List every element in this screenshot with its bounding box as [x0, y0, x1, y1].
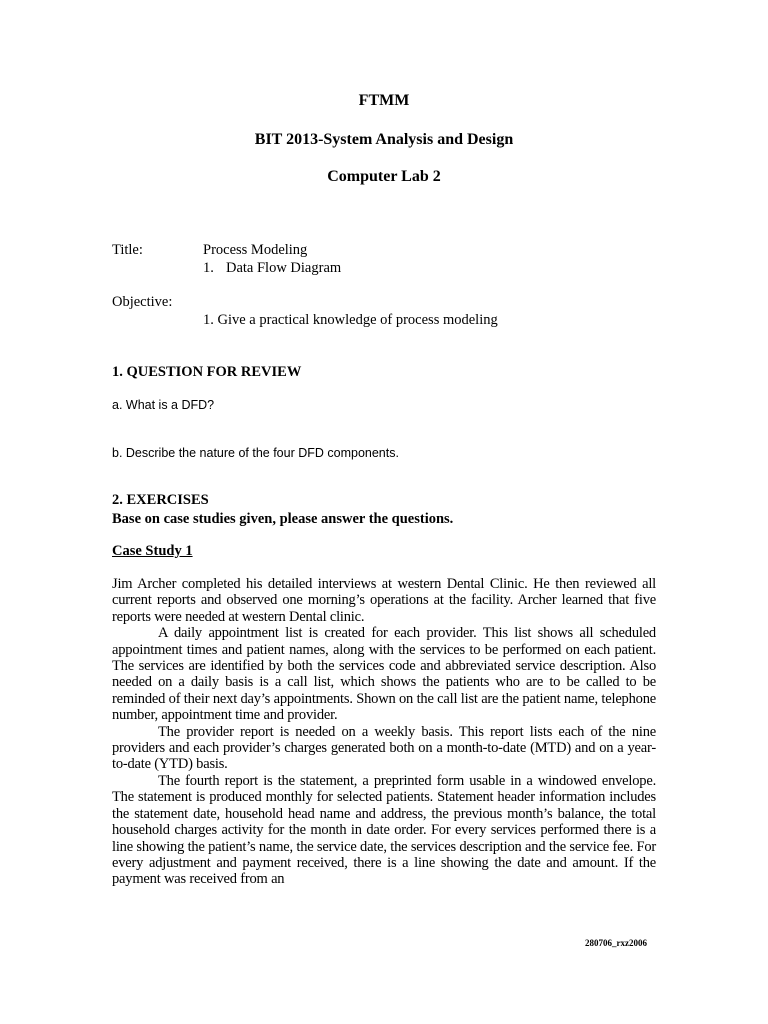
course-title: BIT 2013-System Analysis and Design: [254, 131, 514, 148]
case-paragraph: The fourth report is the statement, a preprinted form usable in a windowed envelope. The statement is produced monthly for selected patients. Statement header information includes the statement date, household head name and address, the previous month’s balance, the total household charges activity for the month in date order. For every services performed there is a line showing the patient’s name, the service date, the services description and the service fee. For every adjustment and payment received, there is a line showing the date and amount. If the payment was received from an: [112, 772, 656, 888]
case-paragraph: The provider report is needed on a weekly basis. This report lists each of the nine providers and each provider’s charges generated both on a month-to-date (MTD) and on a year-to-date (YTD) basis.: [112, 723, 656, 773]
objective-item: 1. Give a practical knowledge of process modeling: [203, 312, 498, 328]
review-question-a: a. What is a DFD?: [112, 398, 215, 412]
review-question-b: b. Describe the nature of the four DFD components.: [112, 446, 399, 460]
title-item-text: Data Flow Diagram: [226, 260, 342, 276]
exercises-instruction: Base on case studies given, please answer the questions.: [112, 511, 454, 527]
section-heading-review: 1. QUESTION FOR REVIEW: [112, 364, 302, 380]
lab-title: Computer Lab 2: [327, 168, 441, 185]
case-study-body: [112, 576, 656, 888]
section-heading-exercises: 2. EXERCISES: [112, 492, 209, 508]
title-value: Process Modeling: [203, 242, 308, 258]
title-item-number: 1.: [203, 260, 214, 276]
case-paragraph: A daily appointment list is created for each provider. This list shows all scheduled appointment times and patient names, along with the services to be performed on each patient. The services are identified by both the services code and abbreviated service description. Also needed on a daily basis is a call list, which shows the patients who are to be called to be reminded of their next day’s appointments. Shown on the call list are the patient name, telephone number, appointment time and provider.: [112, 625, 656, 724]
case-study-title: Case Study 1: [112, 543, 193, 559]
org-title: FTMM: [358, 92, 410, 109]
title-label: Title:: [112, 242, 143, 258]
footer-code: 280706_rxz2006: [585, 938, 647, 948]
objective-label: Objective:: [112, 294, 173, 310]
case-paragraph: Jim Archer completed his detailed interviews at western Dental Clinic. He then reviewed all current reports and observed one morning’s operations at the facility. Archer learned that five reports were needed at western Dental clinic.: [112, 576, 656, 625]
